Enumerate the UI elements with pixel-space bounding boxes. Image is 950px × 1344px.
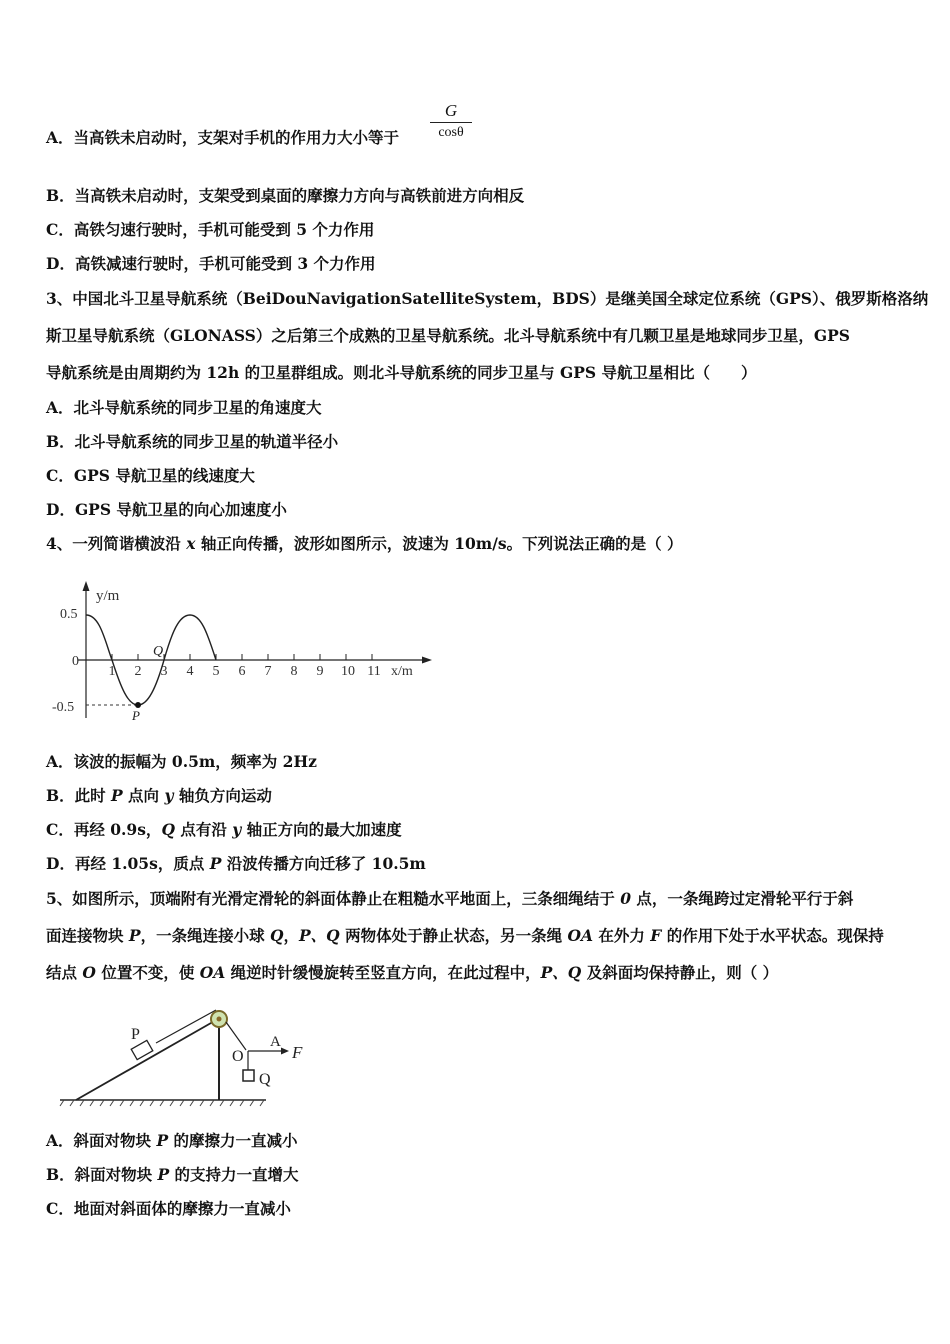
pulley-axle [217, 1017, 222, 1022]
x-tick-label: 11 [367, 664, 381, 679]
q5-option-c: C．地面对斜面体的摩擦力一直减小 [46, 1199, 291, 1218]
q4-option-b [46, 786, 272, 806]
point-q-label: Q [153, 644, 164, 659]
q2-option-b: B．当高铁未启动时，支架受到桌面的摩擦力方向与高铁前进方向相反 [46, 186, 525, 205]
q4-option-b-y: y [164, 786, 174, 805]
q5-option-b [46, 1165, 299, 1185]
label-q: Q [259, 1071, 271, 1088]
q4-option-b-mid: 点向 [122, 786, 165, 805]
x-tick-label: 2 [134, 664, 142, 679]
q5-l2-q: Q [269, 926, 284, 945]
label-a: A [270, 1034, 281, 1050]
q3-stem-line3: 导航系统是由周期约为 12h 的卫星群组成。则北斗导航系统的同步卫星与 GPS 导航卫星相比（ ） [46, 363, 757, 382]
x-axis-label: x/m [391, 664, 413, 679]
label-p: P [131, 1026, 140, 1043]
x-tick-label: 3 [160, 664, 168, 679]
q4-option-d-p: P [209, 854, 222, 873]
q2-option-c: C．高铁匀速行驶时，手机可能受到 5 个力作用 [46, 220, 375, 239]
x-tick-label: 10 [341, 664, 355, 679]
x-tick-label: 4 [186, 664, 194, 679]
q5-l2-mid4: 在外力 [593, 926, 651, 945]
q5-stem-line1 [46, 889, 853, 909]
q5-l3-o: O [82, 963, 96, 982]
x-axis-arrow [422, 657, 432, 664]
q5-l2-post: 的作用下处于水平状态。现保持 [661, 926, 884, 945]
rope-pulley-o [226, 1022, 246, 1050]
q5-l3-pre: 结点 [46, 963, 83, 982]
q5-l3-oa: OA [199, 963, 226, 982]
incline-slope [76, 1019, 218, 1100]
q5-l1-o: 0 [620, 889, 631, 908]
point-p-label: P [132, 708, 140, 723]
q4-stem [46, 534, 683, 554]
q5-l2-mid2: ， [283, 926, 299, 945]
q2-option-a-text: A．当高铁未启动时，支架对手机的作用力大小等于 [46, 128, 400, 147]
q4-option-b-pre: B．此时 [46, 786, 111, 805]
fraction-numerator: G [444, 101, 458, 120]
q4-option-c-post: 轴正方向的最大加速度 [241, 820, 402, 839]
q3-stem-line2: 斯卫星导航系统（GLONASS）之后第三个成熟的卫星导航系统。北斗导航系统中有几颗卫星是地球同步卫星，GPS [46, 326, 850, 345]
x-tick-label: 7 [264, 664, 272, 679]
force-arrow-head [281, 1048, 289, 1055]
q5-l3-mid1: 位置不变，使 [95, 963, 200, 982]
wave-graph [48, 578, 440, 724]
q4-option-b-post: 轴负方向运动 [173, 786, 272, 805]
q4-option-a: A．该波的振幅为 0.5m，频率为 2Hz [46, 752, 317, 771]
label-f: F [292, 1043, 303, 1062]
q5-stem-line3 [46, 963, 778, 983]
q4-option-c-mid: 点有沿 [174, 820, 233, 839]
q3-option-b: B．北斗导航系统的同步卫星的轨道半径小 [46, 432, 339, 451]
x-ticks [112, 654, 372, 660]
y-tick-label: -0.5 [52, 700, 75, 715]
q5-option-b-p: P [157, 1165, 170, 1184]
y-axis-label: y/m [96, 588, 120, 604]
q5-l2-p: P [128, 926, 141, 945]
q4-option-c-pre: C．再经 0.9s， [46, 820, 162, 839]
q5-option-b-post: 的支持力一直增大 [169, 1165, 299, 1184]
q2-option-a [46, 128, 399, 148]
fraction-denominator: cosθ [438, 125, 464, 140]
q3-stem-line1: 3、中国北斗卫星导航系统（BeiDouNavigationSatelliteSystem，BDS）是继美国全球定位系统（GPS）、俄罗斯格洛纳 [46, 289, 929, 308]
q5-l2-pq: P、Q [299, 926, 340, 945]
q4-option-d-post: 沿波传播方向迁移了 10.5m [221, 854, 426, 873]
q2-option-d: D．高铁减速行驶时，手机可能受到 3 个力作用 [46, 254, 376, 273]
x-tick-label: 6 [238, 664, 246, 679]
q3-option-c: C．GPS 导航卫星的线速度大 [46, 466, 255, 485]
q5-option-a-pre: A．斜面对物块 [46, 1131, 157, 1150]
q4-option-c [46, 820, 402, 840]
x-tick-label: 8 [290, 664, 298, 679]
q5-l1-pre: 5、如图所示，顶端附有光滑定滑轮的斜面体静止在粗糙水平地面上，三条细绳结于 [46, 889, 621, 908]
q4-option-c-q: Q [161, 820, 175, 839]
q5-l1-post: 点，一条绳跨过定滑轮平行于斜 [630, 889, 854, 908]
q5-l3-post: 及斜面均保持静止，则（ ） [581, 963, 779, 982]
x-tick-label: 9 [316, 664, 324, 679]
q5-option-b-pre: B．斜面对物块 [46, 1165, 158, 1184]
q5-option-a-post: 的摩擦力一直减小 [168, 1131, 298, 1150]
x-tick-label: 1 [108, 664, 116, 679]
q4-option-d-pre: D．再经 1.05s，质点 [46, 854, 210, 873]
ground-hatching [60, 1100, 264, 1106]
q5-stem-line2 [46, 926, 884, 946]
q5-l2-f: F [650, 926, 662, 945]
y-tick-label: 0 [72, 654, 79, 669]
q5-l2-mid1: ，一条绳连接小球 [140, 926, 270, 945]
ball-q [243, 1070, 254, 1081]
q3-option-d: D．GPS 导航卫星的向心加速度小 [46, 500, 287, 519]
y-axis-arrow [83, 581, 90, 591]
q5-l2-oa: OA [567, 926, 593, 945]
q4-stem-x: x [186, 534, 196, 553]
q4-option-d [46, 854, 426, 874]
q5-l3-pq: P、Q [540, 963, 582, 982]
block-p [131, 1040, 153, 1059]
incline-figure [58, 1006, 318, 1110]
q5-l2-pre: 面连接物块 [46, 926, 129, 945]
q4-option-b-p: P [111, 786, 123, 805]
q4-stem-post: 轴正向传播，波形如图所示，波速为 10m/s。下列说法正确的是（ ） [195, 534, 683, 553]
q2-option-a-fraction [428, 100, 474, 143]
q4-option-c-y: y [232, 820, 242, 839]
q4-stem-pre: 4、一列简谐横波沿 [46, 534, 187, 553]
q5-option-a-p: P [156, 1131, 169, 1150]
q5-l3-mid2: 绳逆时针缓慢旋转至竖直方向，在此过程中， [225, 963, 541, 982]
y-tick-label: 0.5 [60, 607, 78, 622]
q3-option-a: A．北斗导航系统的同步卫星的角速度大 [46, 398, 322, 417]
q5-option-a [46, 1131, 298, 1151]
q5-l2-mid3: 两物体处于静止状态，另一条绳 [339, 926, 568, 945]
label-o: O [232, 1048, 244, 1065]
x-tick-label: 5 [212, 664, 220, 679]
